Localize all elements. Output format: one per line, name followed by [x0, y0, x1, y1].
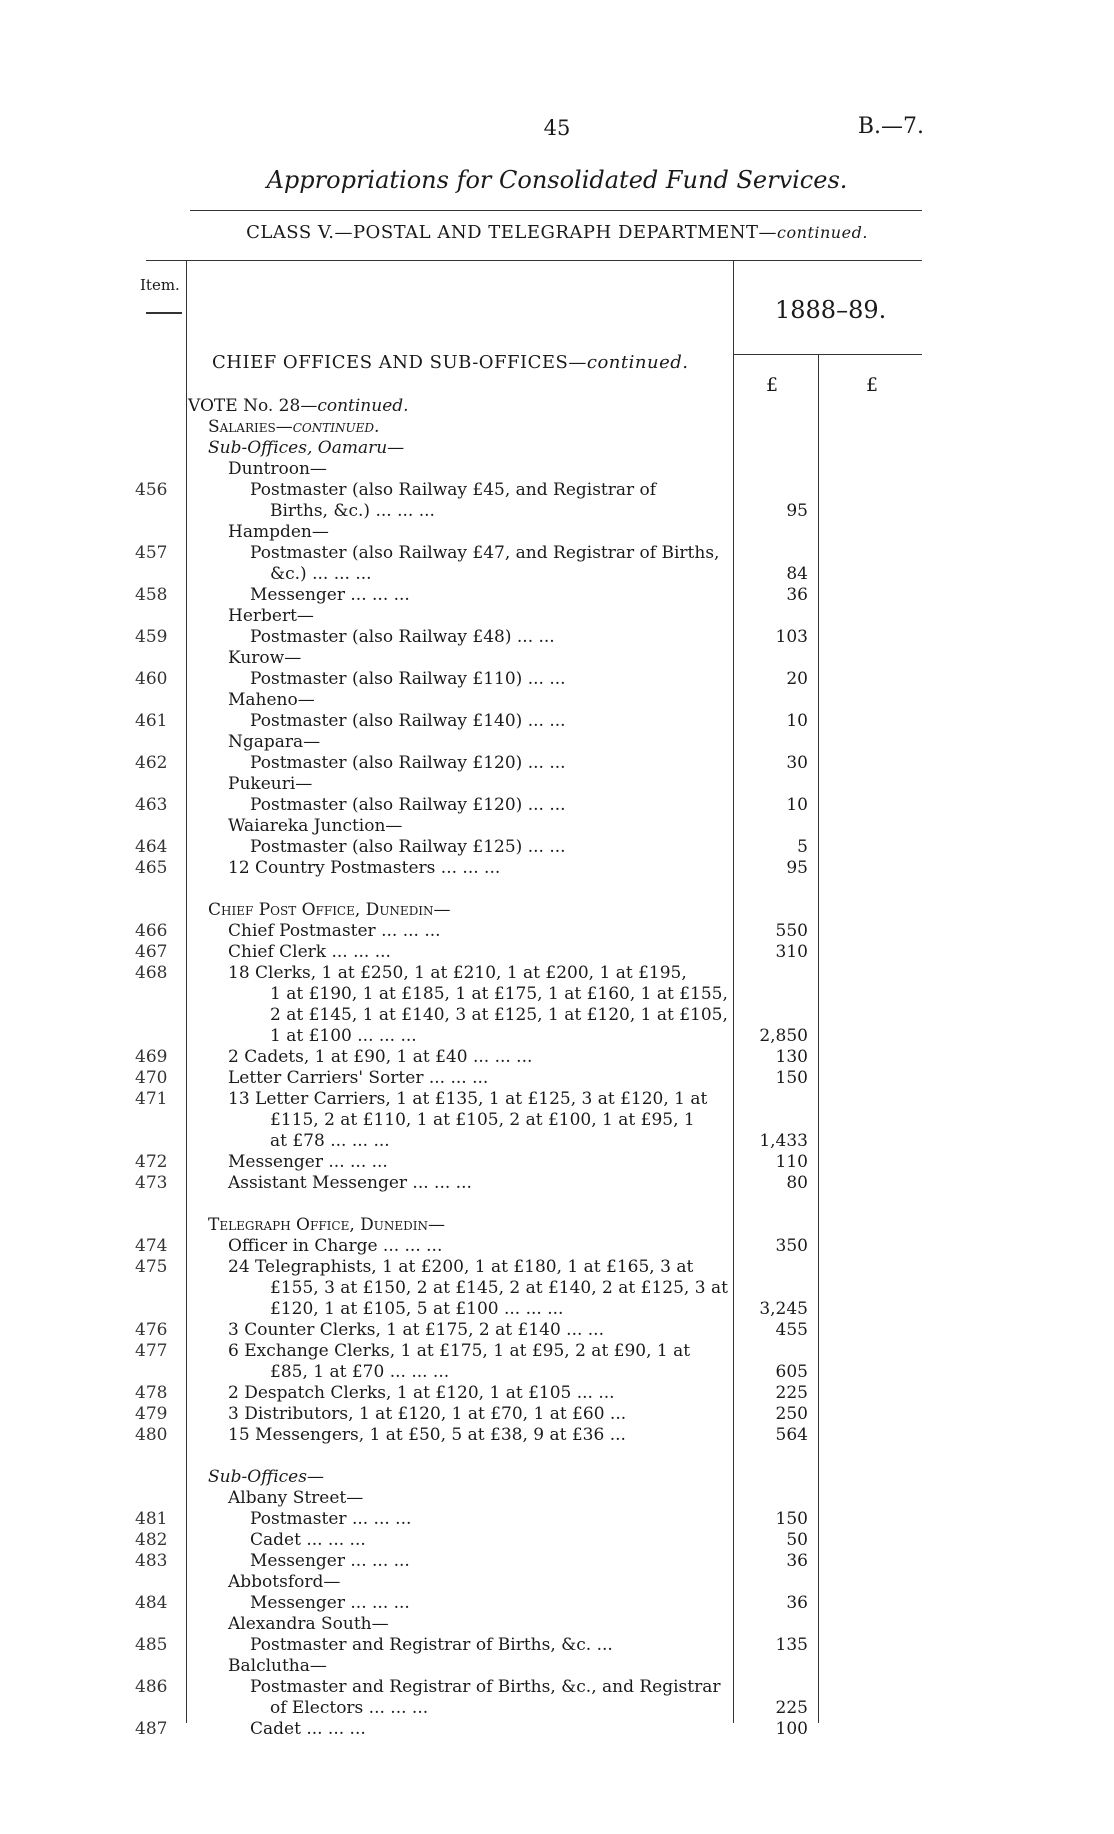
- row-amount: 455: [775, 1320, 808, 1340]
- row-description: [270, 564, 372, 585]
- row-text: 2 Cadets, 1 at £90, 1 at £40 ... ... ...: [228, 1047, 533, 1067]
- row-description: [228, 1656, 327, 1677]
- row-description: [250, 669, 566, 690]
- row-description: [228, 858, 500, 879]
- row-amount: 110: [775, 1152, 808, 1172]
- row-text: Messenger ... ... ...: [250, 1593, 410, 1613]
- row-text: Albany Street—: [228, 1488, 364, 1508]
- row-amount: 225: [775, 1383, 808, 1403]
- row-text: 13 Letter Carriers, 1 at £135, 1 at £125, 3 at £120, 1 at: [228, 1089, 708, 1109]
- row-text-continued: continued.: [317, 396, 409, 416]
- row-description: [228, 1404, 626, 1425]
- row-text: Cadet ... ... ...: [250, 1719, 366, 1739]
- row-amount: 50: [786, 1530, 808, 1550]
- row-description: [270, 1005, 728, 1026]
- item-number: 477: [135, 1341, 168, 1361]
- row-text: 1 at £190, 1 at £185, 1 at £175, 1 at £160, 1 at £155,: [270, 984, 728, 1004]
- row-description: [250, 1509, 411, 1530]
- item-number: 473: [135, 1173, 168, 1193]
- row-text: Postmaster (also Railway £140) ... ...: [250, 711, 566, 731]
- row-description: [270, 1110, 695, 1131]
- row-description: [228, 1383, 615, 1404]
- row-text: Postmaster and Registrar of Births, &c., and Registrar: [250, 1677, 721, 1697]
- row-text: Postmaster (also Railway £47, and Registrar of Births,: [250, 543, 720, 563]
- row-amount: 95: [786, 501, 808, 521]
- item-number: 484: [135, 1593, 168, 1613]
- row-description: [228, 1152, 388, 1173]
- row-description: [270, 1278, 728, 1299]
- item-number: 462: [135, 753, 168, 773]
- row-text: 6 Exchange Clerks, 1 at £175, 1 at £95, 2 at £90, 1 at: [228, 1341, 691, 1361]
- row-text: £120, 1 at £105, 5 at £100 ... ... ...: [270, 1299, 564, 1319]
- row-description: [228, 459, 327, 480]
- item-number: 465: [135, 858, 168, 878]
- row-text: £155, 3 at £150, 2 at £145, 2 at £140, 2 at £125, 3 at: [270, 1278, 728, 1298]
- row-description: [270, 1299, 563, 1320]
- item-number: 457: [135, 543, 168, 563]
- row-text: Postmaster (also Railway £45, and Registrar of: [250, 480, 657, 500]
- item-number: 467: [135, 942, 168, 962]
- row-text: Chief Post Office, Dunedin—: [208, 900, 451, 920]
- row-text: 1 at £100 ... ... ...: [270, 1026, 417, 1046]
- page-title: Appropriations for Consolidated Fund Services.: [266, 166, 848, 194]
- row-text: Waiareka Junction—: [228, 816, 403, 836]
- item-number: 482: [135, 1530, 168, 1550]
- row-amount: 2,850: [759, 1026, 808, 1046]
- row-description: [250, 627, 555, 648]
- row-text: Chief Clerk ... ... ...: [228, 942, 391, 962]
- row-text: Telegraph Office, Dunedin—: [208, 1215, 445, 1235]
- row-description: [250, 1635, 613, 1656]
- row-description: [228, 1425, 626, 1446]
- item-number: 485: [135, 1635, 168, 1655]
- year-column-header: 1888–89.: [775, 296, 887, 324]
- document-reference: B.—7.: [857, 114, 924, 139]
- class-heading-continued: continued.: [777, 223, 868, 242]
- row-text: &c.) ... ... ...: [270, 564, 372, 584]
- row-description: [228, 1572, 340, 1593]
- item-number: 461: [135, 711, 168, 731]
- row-text: Postmaster ... ... ...: [250, 1509, 412, 1529]
- row-description: [228, 1257, 693, 1278]
- row-description: [250, 585, 410, 606]
- row-text: Hampden—: [228, 522, 329, 542]
- item-number: 456: [135, 480, 168, 500]
- row-description: [228, 1236, 442, 1257]
- row-description: [228, 1320, 604, 1341]
- currency-left: £: [766, 374, 779, 396]
- row-description: [270, 501, 435, 522]
- row-amount: 36: [786, 1593, 808, 1613]
- row-description: [228, 774, 312, 795]
- row-text: Herbert—: [228, 606, 314, 626]
- row-amount: 150: [775, 1068, 808, 1088]
- row-text: £85, 1 at £70 ... ... ...: [270, 1362, 450, 1382]
- row-text: Postmaster (also Railway £110) ... ...: [250, 669, 566, 689]
- item-number: 476: [135, 1320, 168, 1340]
- row-text: Postmaster (also Railway £48) ... ...: [250, 627, 555, 647]
- item-number: 469: [135, 1047, 168, 1067]
- item-number: 481: [135, 1509, 168, 1529]
- row-text: Officer in Charge ... ... ...: [228, 1236, 443, 1256]
- row-description: [228, 606, 314, 627]
- row-description: [228, 1173, 472, 1194]
- row-description: [250, 543, 719, 564]
- row-description: [228, 1341, 690, 1362]
- item-number: 474: [135, 1236, 168, 1256]
- row-description: [250, 1530, 366, 1551]
- row-description: [250, 1677, 721, 1698]
- row-description: [270, 1698, 428, 1719]
- row-amount: 10: [786, 795, 808, 815]
- row-description: [228, 648, 301, 669]
- row-text-continued: continued.: [586, 352, 689, 373]
- row-description: [270, 1131, 390, 1152]
- row-text: 18 Clerks, 1 at £250, 1 at £210, 1 at £200, 1 at £195,: [228, 963, 687, 983]
- item-number: 468: [135, 963, 168, 983]
- row-amount: 135: [775, 1635, 808, 1655]
- item-number: 458: [135, 585, 168, 605]
- row-text: Sub-Offices, Oamaru—: [208, 438, 405, 458]
- item-number: 470: [135, 1068, 168, 1088]
- row-text: Ngapara—: [228, 732, 321, 752]
- row-text: Chief Postmaster ... ... ...: [228, 921, 441, 941]
- row-description: [250, 1551, 410, 1572]
- row-amount: 10: [786, 711, 808, 731]
- row-description: [188, 396, 409, 417]
- row-description: [250, 753, 566, 774]
- row-text: Balclutha—: [228, 1656, 327, 1676]
- row-amount: 310: [775, 942, 808, 962]
- row-description: [228, 921, 441, 942]
- row-text: of Electors ... ... ...: [270, 1698, 429, 1718]
- row-text: Alexandra South—: [228, 1614, 389, 1634]
- row-description: [270, 1026, 417, 1047]
- item-number: 460: [135, 669, 168, 689]
- row-amount: 1,433: [759, 1131, 808, 1151]
- row-description: [212, 352, 688, 373]
- row-text: Births, &c.) ... ... ...: [270, 501, 435, 521]
- row-text-continued: continued.: [292, 417, 380, 437]
- row-text: Postmaster (also Railway £125) ... ...: [250, 837, 566, 857]
- row-amount: 100: [775, 1719, 808, 1739]
- row-text: £115, 2 at £110, 1 at £105, 2 at £100, 1 at £95, 1: [270, 1110, 695, 1130]
- row-text: Duntroon—: [228, 459, 327, 479]
- row-text: 15 Messengers, 1 at £50, 5 at £38, 9 at £36 ...: [228, 1425, 626, 1445]
- row-description: [228, 942, 391, 963]
- row-description: [250, 1719, 366, 1740]
- row-amount: 605: [775, 1362, 808, 1382]
- row-text: Letter Carriers' Sorter ... ... ...: [228, 1068, 489, 1088]
- row-text: Messenger ... ... ...: [250, 1551, 410, 1571]
- row-amount: 225: [775, 1698, 808, 1718]
- row-amount: 30: [786, 753, 808, 773]
- row-description: [250, 480, 656, 501]
- row-description: [228, 1614, 389, 1635]
- row-description: [208, 1215, 445, 1236]
- row-description: [228, 1068, 488, 1089]
- row-text: Cadet ... ... ...: [250, 1530, 366, 1550]
- row-description: [228, 522, 329, 543]
- row-description: [250, 795, 566, 816]
- row-description: [208, 1467, 324, 1488]
- row-description: [250, 711, 566, 732]
- row-text: 24 Telegraphists, 1 at £200, 1 at £180, 1 at £165, 3 at: [228, 1257, 694, 1277]
- row-text: Sub-Offices—: [208, 1467, 324, 1487]
- row-description: [270, 1362, 449, 1383]
- item-number: 463: [135, 795, 168, 815]
- row-description: [250, 1593, 410, 1614]
- row-text: VOTE No. 28—: [188, 396, 318, 416]
- row-description: [228, 732, 320, 753]
- row-text: Messenger ... ... ...: [228, 1152, 388, 1172]
- row-text: Pukeuri—: [228, 774, 313, 794]
- row-amount: 550: [775, 921, 808, 941]
- row-description: [228, 963, 687, 984]
- row-description: [228, 690, 315, 711]
- row-text: Abbotsford—: [228, 1572, 341, 1592]
- item-column-header: Item.: [140, 276, 180, 294]
- row-amount: 84: [786, 564, 808, 584]
- item-number: 472: [135, 1152, 168, 1172]
- row-amount: 150: [775, 1509, 808, 1529]
- row-description: [270, 984, 728, 1005]
- row-text: Postmaster (also Railway £120) ... ...: [250, 753, 566, 773]
- row-text: 3 Counter Clerks, 1 at £175, 2 at £140 ... ...: [228, 1320, 604, 1340]
- row-amount: 130: [775, 1047, 808, 1067]
- row-description: [208, 900, 451, 921]
- item-number: 487: [135, 1719, 168, 1739]
- currency-right: £: [866, 374, 879, 396]
- item-number: 459: [135, 627, 168, 647]
- row-text: Assistant Messenger ... ... ...: [228, 1173, 472, 1193]
- item-number: 479: [135, 1404, 168, 1424]
- row-amount: 36: [786, 585, 808, 605]
- row-text: 3 Distributors, 1 at £120, 1 at £70, 1 at £60 ...: [228, 1404, 627, 1424]
- class-heading-text: CLASS V.—POSTAL AND TELEGRAPH DEPARTMENT—: [246, 222, 778, 243]
- row-description: [250, 837, 566, 858]
- row-amount: 250: [775, 1404, 808, 1424]
- row-amount: 80: [786, 1173, 808, 1193]
- item-number: 478: [135, 1383, 168, 1403]
- row-text: 12 Country Postmasters ... ... ...: [228, 858, 501, 878]
- row-description: [228, 816, 402, 837]
- row-amount: 564: [775, 1425, 808, 1445]
- row-amount: 20: [786, 669, 808, 689]
- item-number: 475: [135, 1257, 168, 1277]
- item-number: 480: [135, 1425, 168, 1445]
- row-text: 2 Despatch Clerks, 1 at £120, 1 at £105 ... ...: [228, 1383, 615, 1403]
- row-description: [208, 417, 379, 438]
- row-description: [228, 1089, 707, 1110]
- item-number: 464: [135, 837, 168, 857]
- row-amount: 3,245: [759, 1299, 808, 1319]
- item-number: 466: [135, 921, 168, 941]
- row-description: [228, 1047, 532, 1068]
- row-text: Maheno—: [228, 690, 315, 710]
- row-description: [228, 1488, 363, 1509]
- row-text: Messenger ... ... ...: [250, 585, 410, 605]
- row-text: Postmaster and Registrar of Births, &c. ...: [250, 1635, 613, 1655]
- page-number: 45: [543, 116, 571, 140]
- row-text: CHIEF OFFICES AND SUB-OFFICES—: [212, 352, 587, 373]
- row-amount: 350: [775, 1236, 808, 1256]
- row-amount: 103: [775, 627, 808, 647]
- row-amount: 36: [786, 1551, 808, 1571]
- row-text: Postmaster (also Railway £120) ... ...: [250, 795, 566, 815]
- row-text: Salaries—: [208, 417, 293, 437]
- row-text: Kurow—: [228, 648, 302, 668]
- item-number: 486: [135, 1677, 168, 1697]
- row-amount: 95: [786, 858, 808, 878]
- row-text: 2 at £145, 1 at £140, 3 at £125, 1 at £120, 1 at £105,: [270, 1005, 728, 1025]
- row-description: [208, 438, 404, 459]
- item-number: 483: [135, 1551, 168, 1571]
- row-text: at £78 ... ... ...: [270, 1131, 390, 1151]
- item-number: 471: [135, 1089, 168, 1109]
- row-amount: 5: [797, 837, 808, 857]
